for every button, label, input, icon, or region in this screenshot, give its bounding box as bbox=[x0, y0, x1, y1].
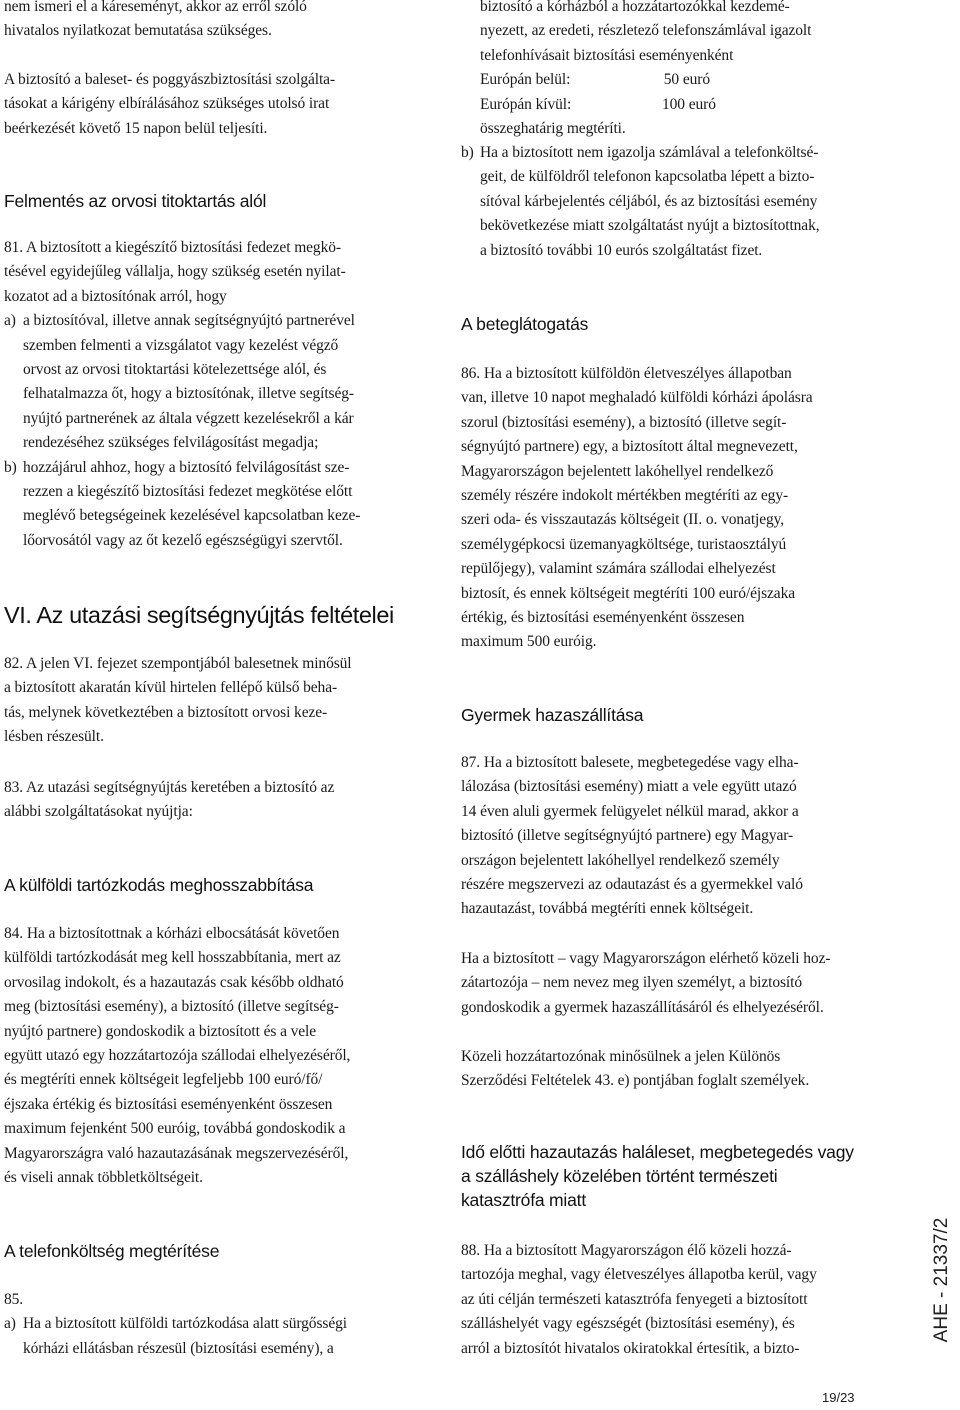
text-line: sítóval kárbejelentés céljából, és az biztosítási esemény bbox=[480, 192, 818, 210]
chapter-title-vi: VI. Az utazási segítségnyújtás feltételei bbox=[4, 602, 394, 628]
text-line: szeri oda- és visszautazás költségeit (II. o. vonatjegy, bbox=[461, 511, 785, 529]
section-85 bbox=[4, 1288, 347, 1361]
section-84 bbox=[4, 922, 350, 1190]
section-87 bbox=[461, 751, 803, 922]
heading-kulfoldi: A külföldi tartózkodás meghosszabbítása bbox=[4, 875, 314, 895]
paragraph-relatives bbox=[461, 1045, 809, 1094]
text-line: lőorvosától vagy az őt kezelő egészségügyi szervtől. bbox=[23, 531, 343, 549]
section-85a-continued bbox=[480, 0, 811, 141]
text-line: telefonhívásait biztosítási eseményenként bbox=[480, 46, 734, 64]
text-line: Szerződési Feltételek 43. e) pontjában foglalt személyek. bbox=[461, 1072, 810, 1090]
text-line: biztosít, és ennek költségeit megtéríti 100 euró/éjszaka bbox=[461, 584, 796, 602]
amount-row bbox=[480, 68, 811, 92]
text-line: rendezéséhez szükséges felvilágosítást megadja; bbox=[23, 434, 319, 452]
text-line: arról a biztosítót hivatalos okiratokkal értesítik, a bizto- bbox=[461, 1339, 800, 1357]
text-line: repülőjegy), valamint számára szállodai elhelyezést bbox=[461, 560, 776, 578]
list-item-a bbox=[4, 1312, 347, 1361]
text-line: ségnyújtó partnere) egy, a biztosított által megnevezett, bbox=[461, 438, 798, 456]
text-line: 82. A jelen VI. fejezet szempontjából balesetnek minősül bbox=[4, 655, 352, 672]
text-line: a biztosított akaratán kívül hirtelen fellépő külső beha- bbox=[4, 679, 338, 697]
heading-felmentes: Felmentés az orvosi titoktartás alól bbox=[4, 191, 267, 211]
text-line: biztosító a kórházból a hozzátartozókkal kezdemé- bbox=[480, 0, 790, 15]
text-line: összeghatárig megtéríti. bbox=[480, 120, 626, 138]
heading-line: Idő előtti hazautazás haláleset, megbetegedés vagy bbox=[461, 1142, 854, 1162]
list-item-b bbox=[461, 141, 820, 263]
text-line: orvosilag indokolt, és a hazautazás csak később oldható bbox=[4, 973, 344, 991]
text-line: 86. Ha a biztosított külföldön életveszélyes állapotban bbox=[461, 365, 792, 382]
text-line: tésével egyidejűleg vállalja, hogy szükség esetén nyilat- bbox=[4, 263, 346, 281]
text-line: Magyarországon bejelentett lakóhellyel rendelkező bbox=[461, 462, 774, 480]
text-line: tás, melynek következtében a biztosított orvosi keze- bbox=[4, 703, 328, 721]
text-line: kozatot ad a biztosítónak arról, hogy bbox=[4, 287, 227, 305]
text-line: Magyarországra való hazautazásának megszervezéséről, bbox=[4, 1144, 349, 1162]
text-line: gondoskodik a gyermek hazaszállításáról és elhelyezéséről. bbox=[461, 998, 824, 1016]
text-line: Ha a biztosított – vagy Magyarországon elérhető közeli hoz- bbox=[461, 950, 831, 967]
heading-line: a szálláshely közelében történt természeti bbox=[461, 1166, 778, 1186]
text-line: hozzájárul ahhoz, hogy a biztosító felvilágosítást sze- bbox=[23, 458, 350, 476]
amount-label: Európán belül: bbox=[480, 71, 571, 89]
paragraph-no-person bbox=[461, 947, 830, 1020]
text-line: 14 éven aluli gyermek felügyelet nélkül marad, akkor a bbox=[461, 802, 799, 820]
list-marker: b) bbox=[4, 458, 17, 476]
text-line: meglévő betegségeinek kezelésével kapcsolatban keze- bbox=[23, 507, 361, 525]
heading-ido-elotti bbox=[461, 1140, 854, 1212]
text-line: személy részére indokolt mértékben megtéríti az egy- bbox=[461, 487, 789, 505]
text-line: Ha a biztosított külföldi tartózkodása alatt sürgősségi bbox=[23, 1315, 347, 1333]
text-line: beérkezését követő 15 napon belül teljesíti. bbox=[4, 119, 268, 137]
text-line: részére megszervezi az odautazást és a gyermekkel való bbox=[461, 876, 803, 894]
text-line: 88. Ha a biztosított Magyarországon élő közeli hozzá- bbox=[461, 1242, 792, 1259]
text-line: hivatalos nyilatkozat bemutatása szükséges. bbox=[4, 22, 272, 40]
text-line: együtt utazó egy hozzátartozója szállodai elhelyezéséről, bbox=[4, 1047, 351, 1065]
amount-row bbox=[480, 93, 811, 117]
text-line: geit, de külföldről telefonon kapcsolatba lépett a bizto- bbox=[480, 168, 815, 186]
document-code bbox=[930, 1195, 954, 1365]
text-line: és megtéríti ennek költségeit legfeljebb 100 euró/fő/ bbox=[4, 1071, 323, 1089]
amount-value: 50 euró bbox=[663, 71, 710, 89]
list-marker: a) bbox=[4, 1315, 16, 1333]
text-line: tartozója meghal, vagy életveszélyes állapotba kerül, vagy bbox=[461, 1266, 817, 1284]
text-line: a biztosítóval, illetve annak segítségnyújtó partnerével bbox=[23, 312, 355, 330]
text-line: nyújtó partnerének az általa végzett kezelésekről a kár bbox=[23, 409, 354, 427]
text-line: nem ismeri el a káreseményt, akkor az erről szóló bbox=[4, 0, 307, 15]
text-line: külföldi tartózkodását meg kell hosszabbítania, mert az bbox=[4, 949, 341, 967]
text-line: hazautazást, továbbá megtéríti ennek költségeit. bbox=[461, 900, 754, 918]
text-line: lésben részesült. bbox=[4, 728, 104, 746]
list-marker: a) bbox=[4, 312, 16, 330]
text-line: éjszaka értékig és biztosítási eseményenként összesen bbox=[4, 1095, 333, 1113]
section-86 bbox=[461, 362, 813, 655]
section-83 bbox=[4, 776, 334, 825]
text-line: Közeli hozzátartozónak minősülnek a jelen Különös bbox=[461, 1048, 781, 1065]
text-line: a biztosító további 10 eurós szolgáltatást fizet. bbox=[480, 241, 763, 259]
heading-gyermek: Gyermek hazaszállítása bbox=[461, 705, 644, 725]
amount-value: 100 euró bbox=[662, 95, 716, 113]
text-line: A biztosító a baleset- és poggyászbiztosítási szolgálta- bbox=[4, 71, 336, 88]
text-line: rezzen a kiegészítő biztosítási fedezet megkötése előtt bbox=[23, 483, 353, 501]
section-85b bbox=[461, 141, 820, 263]
text-line: nyezett, az eredeti, részletező telefonszámlával igazolt bbox=[480, 22, 812, 40]
text-line: bekövetkezése miatt szolgáltatást nyújt a biztosítottnak, bbox=[480, 217, 820, 235]
settlement-paragraph bbox=[4, 68, 335, 141]
text-line: felhatalmazza őt, hogy a biztosítónak, illetve segítség- bbox=[23, 385, 354, 403]
section-81 bbox=[4, 236, 360, 553]
intro-paragraph bbox=[4, 0, 307, 44]
text-line: értékig, és biztosítási eseményenként összesen bbox=[461, 609, 745, 627]
section-number: 85. bbox=[4, 1291, 24, 1308]
text-line: az úti célján természeti katasztrófa fenyegeti a biztosított bbox=[461, 1290, 808, 1308]
heading-line: katasztrófa miatt bbox=[461, 1190, 586, 1210]
text-line: alábbi szolgáltatásokat nyújtja: bbox=[4, 803, 193, 821]
list-marker: b) bbox=[461, 144, 474, 161]
list-item-a bbox=[4, 309, 360, 455]
text-line: meg (biztosítási esemény), a biztosító (illetve segítség- bbox=[4, 998, 339, 1016]
text-line: biztosító (illetve segítségnyújtó partnere) egy Magyar- bbox=[461, 827, 794, 845]
text-line: maximum fejenként 500 euróig, továbbá gondoskodik a bbox=[4, 1120, 346, 1138]
text-line: személygépkocsi üzemanyagköltsége, turistaosztályú bbox=[461, 535, 787, 553]
text-line: 87. Ha a biztosított balesete, megbetegedése vagy elha- bbox=[461, 754, 799, 771]
text-line: kórházi ellátásban részesül (biztosítási esemény), a bbox=[23, 1339, 334, 1357]
document-code-text: AHE - 21337/2 bbox=[931, 1217, 952, 1343]
list-item-b bbox=[4, 456, 360, 554]
text-line: nyújtó partnere) gondoskodik a biztosított és a vele bbox=[4, 1022, 317, 1040]
text-line: van, illetve 10 napot meghaladó külföldi kórházi ápolásra bbox=[461, 389, 813, 407]
text-line: szemben felmenti a vizsgálatot vagy kezelést végző bbox=[23, 336, 339, 354]
text-line: szorul (biztosítási esemény), a biztosító (illetve segít- bbox=[461, 413, 787, 431]
text-line: és viseli annak többletköltségeit. bbox=[4, 1169, 203, 1187]
text-line: maximum 500 euróig. bbox=[461, 633, 597, 651]
text-line: orvost az orvosi titoktartási kötelezettsége alól, és bbox=[23, 361, 327, 379]
amount-label: Európán kívül: bbox=[480, 95, 572, 113]
text-line: tásokat a kárigény elbírálásához szükséges utolsó irat bbox=[4, 95, 330, 113]
text-line: 81. A biztosított a kiegészítő biztosítási fedezet megkö- bbox=[4, 239, 341, 256]
page-number: 19/23 bbox=[822, 1390, 855, 1405]
text-line: szálláshelyét vagy egészségét (biztosítási esemény), és bbox=[461, 1315, 795, 1333]
text-line: Ha a biztosított nem igazolja számlával a telefonköltsé- bbox=[480, 144, 819, 161]
text-line: lálozása (biztosítási esemény) miatt a vele együtt utazó bbox=[461, 778, 797, 796]
section-88 bbox=[461, 1239, 817, 1361]
text-line: 83. Az utazási segítségnyújtás keretében a biztosító az bbox=[4, 779, 335, 796]
text-line: 84. Ha a biztosítottnak a kórházi elbocsátását követően bbox=[4, 925, 340, 942]
text-line: országon bejelentett lakóhellyel rendelkező személy bbox=[461, 851, 780, 869]
heading-beteglatogatas: A beteglátogatás bbox=[461, 314, 589, 334]
heading-telefon: A telefonköltség megtérítése bbox=[4, 1241, 220, 1261]
section-82 bbox=[4, 652, 352, 750]
text-line: zátartozója – nem nevez meg ilyen személyt, a biztosító bbox=[461, 974, 802, 992]
